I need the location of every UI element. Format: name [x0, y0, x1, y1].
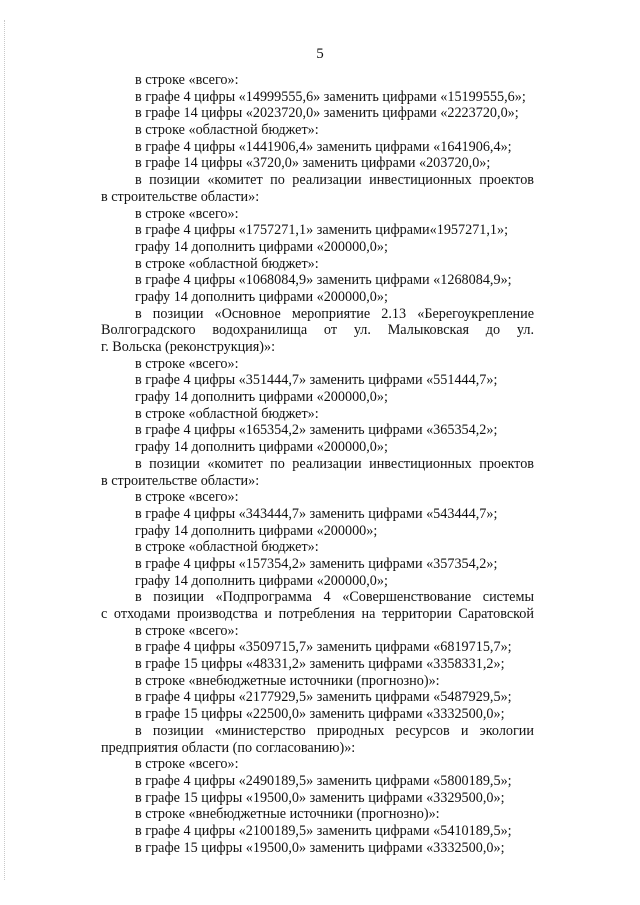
text-line: в строке «всего»: — [135, 756, 239, 773]
text-line: в строительстве области»: — [101, 188, 260, 205]
text-line: графу 14 дополнить цифрами «200000,0»; — [135, 572, 388, 589]
text-line: в позиции «Подпрограмма 4 «Совершенствование системы — [135, 589, 534, 606]
text-line: в графе 4 цифры «1068084,9» заменить цифрами «1268084,9»; — [135, 272, 512, 289]
text-line: в позиции «комитет по реализации инвестиционных проектов — [135, 455, 534, 472]
scan-margin-line — [4, 20, 6, 880]
text-line: в графе 14 цифры «2023720,0» заменить цифрами «2223720,0»; — [135, 105, 519, 122]
text-line: в графе 4 цифры «2177929,5» заменить цифрами «5487929,5»; — [135, 689, 512, 706]
text-line: графу 14 дополнить цифрами «200000,0»; — [135, 288, 388, 305]
text-line: в графе 4 цифры «3509715,7» заменить цифрами «6819715,7»; — [135, 639, 512, 656]
text-line: предприятия области (по согласованию)»: — [101, 739, 356, 756]
text-line: в графе 4 цифры «343444,7» заменить цифрами «543444,7»; — [135, 505, 498, 522]
text-line: в графе 14 цифры «3720,0» заменить цифрами «203720,0»; — [135, 155, 491, 172]
text-line: в графе 4 цифры «2490189,5» заменить цифрами «5800189,5»; — [135, 772, 512, 789]
text-line: в графе 4 цифры «157354,2» заменить цифрами «357354,2»; — [135, 555, 498, 572]
text-line: в строке «областной бюджет»: — [135, 255, 319, 272]
text-line: в строке «внебюджетные источники (прогнозно)»: — [135, 672, 440, 689]
text-line: в позиции «комитет по реализации инвестиционных проектов — [135, 172, 534, 189]
text-line: в строке «областной бюджет»: — [135, 405, 319, 422]
text-line: в строке «всего»: — [135, 355, 239, 372]
text-line: в строке «всего»: — [135, 205, 239, 222]
text-line: Волгоградского водохранилища от ул. Малыковская до ул. — [101, 322, 534, 339]
text-line: в строительстве области»: — [101, 472, 260, 489]
text-line: в графе 15 цифры «19500,0» заменить цифрами «3329500,0»; — [135, 789, 505, 806]
text-line: в графе 15 цифры «19500,0» заменить цифрами «3332500,0»; — [135, 839, 505, 856]
document-body — [101, 72, 534, 856]
text-line: в графе 4 цифры «2100189,5» заменить цифрами «5410189,5»; — [135, 822, 512, 839]
text-line: в строке «областной бюджет»: — [135, 122, 319, 139]
text-line: в графе 4 цифры «1757271,1» заменить цифрами«1957271,1»; — [135, 222, 509, 239]
text-line: в позиции «министерство природных ресурсов и экологии — [135, 722, 534, 739]
text-line: в графе 4 цифры «165354,2» заменить цифрами «365354,2»; — [135, 422, 498, 439]
text-line: в строке «всего»: — [135, 622, 239, 639]
text-line: в графе 4 цифры «1441906,4» заменить цифрами «1641906,4»; — [135, 138, 512, 155]
text-line: в графе 4 цифры «351444,7» заменить цифрами «551444,7»; — [135, 372, 498, 389]
text-line: в графе 15 цифры «48331,2» заменить цифрами «3358331,2»; — [135, 656, 505, 673]
text-line: графу 14 дополнить цифрами «200000»; — [135, 522, 378, 539]
text-line: г. Вольска (реконструкция)»: — [101, 339, 276, 355]
text-line: графу 14 дополнить цифрами «200000,0»; — [135, 389, 388, 406]
text-line: в позиции «Основное мероприятие 2.13 «Берегоукрепление — [135, 305, 534, 322]
text-line: в графе 4 цифры «14999555,6» заменить цифрами «15199555,6»; — [135, 88, 526, 105]
text-line: графу 14 дополнить цифрами «200000,0»; — [135, 439, 388, 456]
text-line: в графе 15 цифры «22500,0» заменить цифрами «3332500,0»; — [135, 706, 505, 723]
text-line: в строке «всего»: — [135, 72, 239, 88]
text-line: в строке «всего»: — [135, 489, 239, 506]
text-line: в строке «внебюджетные источники (прогнозно)»: — [135, 806, 440, 823]
text-line: графу 14 дополнить цифрами «200000,0»; — [135, 238, 388, 255]
text-line: в строке «областной бюджет»: — [135, 539, 319, 556]
text-line: с отходами производства и потребления на территории Саратовской — [101, 606, 534, 622]
page-number: 5 — [316, 46, 324, 62]
